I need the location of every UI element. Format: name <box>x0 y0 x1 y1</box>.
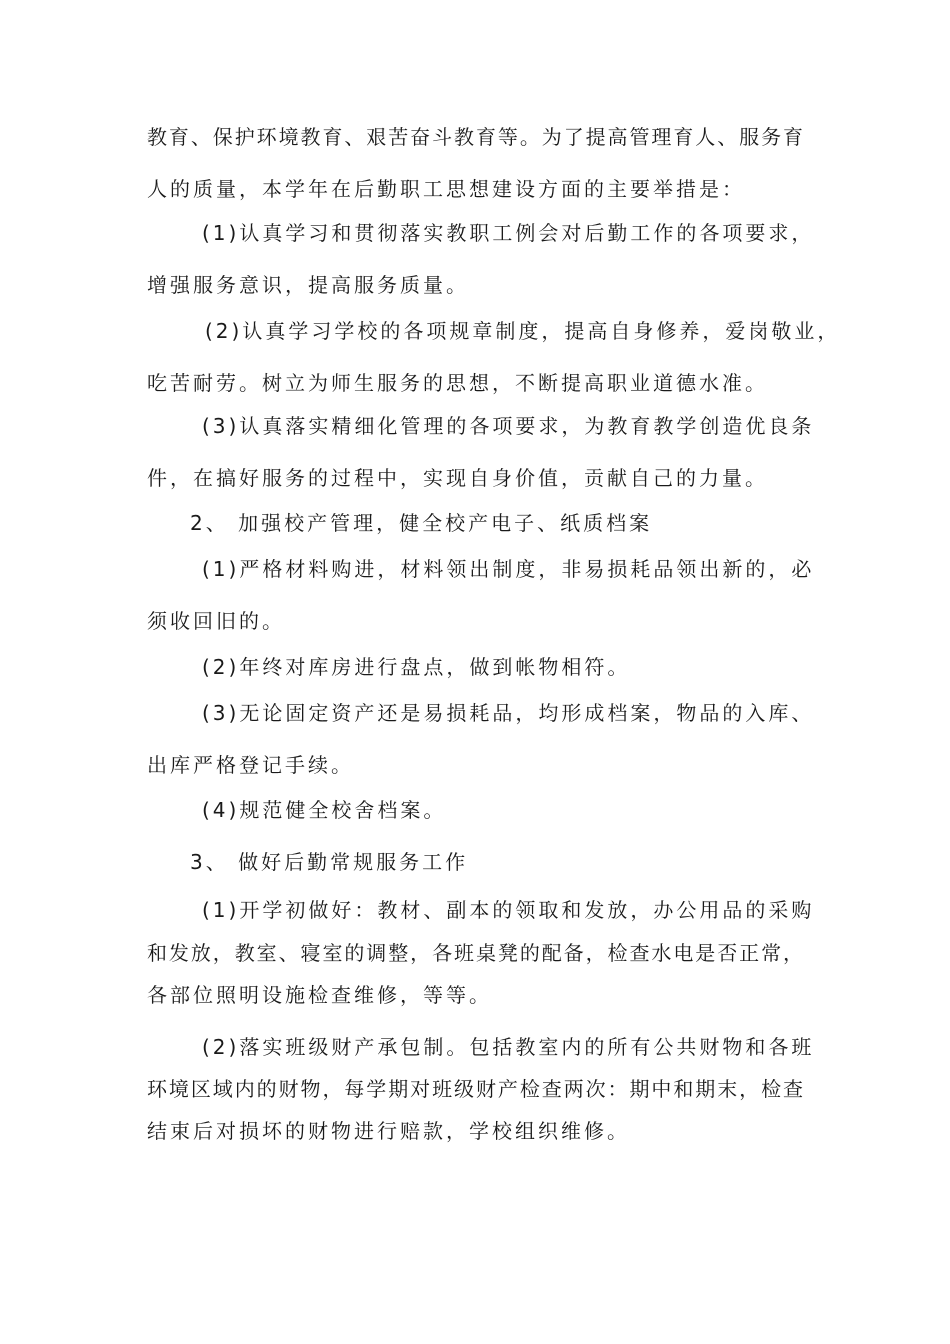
body-line: (3)无论固定资产还是易损耗品，均形成档案，物品的入库、 <box>202 701 815 725</box>
body-line: 和发放，教室、寝室的调整，各班桌凳的配备，检查水电是否正常， <box>147 941 803 965</box>
body-line: (1)开学初做好：教材、副本的领取和发放，办公用品的采购 <box>202 898 815 922</box>
section-heading: 2、 加强校产管理，健全校产电子、纸质档案 <box>190 511 653 535</box>
body-line: (1)认真学习和贯彻落实教职工例会对后勤工作的各项要求， <box>202 221 815 245</box>
section-heading: 3、 做好后勤常规服务工作 <box>190 850 469 874</box>
body-line: 件，在搞好服务的过程中，实现自身价值，贡献自己的力量。 <box>147 466 768 490</box>
body-line: (3)认真落实精细化管理的各项要求，为教育教学创造优良条 <box>202 414 815 438</box>
body-line: 教育、保护环境教育、艰苦奋斗教育等。为了提高管理育人、服务育 <box>147 125 803 149</box>
body-line: 须收回旧的。 <box>147 609 285 633</box>
body-line: 出库严格登记手续。 <box>147 753 354 777</box>
body-line: 各部位照明设施检查维修，等等。 <box>147 983 492 1007</box>
body-line: (2)年终对库房进行盘点，做到帐物相符。 <box>202 655 631 679</box>
body-line: 结束后对损坏的财物进行赔款，学校组织维修。 <box>147 1119 630 1143</box>
body-line: (4)规范健全校舍档案。 <box>202 798 447 822</box>
body-line: 增强服务意识，提高服务质量。 <box>147 273 469 297</box>
body-line: (1)严格材料购进，材料领出制度，非易损耗品领出新的，必 <box>202 557 815 581</box>
body-line: (2)落实班级财产承包制。包括教室内的所有公共财物和各班 <box>202 1035 815 1059</box>
body-line: (2)认真学习学校的各项规章制度，提高自身修养，爱岗敬业， <box>205 319 841 343</box>
body-line: 环境区域内的财物，每学期对班级财产检查两次：期中和期末，检查 <box>147 1077 803 1101</box>
body-line: 吃苦耐劳。树立为师生服务的思想，不断提高职业道德水准。 <box>147 371 768 395</box>
body-line: 人的质量，本学年在后勤职工思想建设方面的主要举措是： <box>147 177 745 201</box>
